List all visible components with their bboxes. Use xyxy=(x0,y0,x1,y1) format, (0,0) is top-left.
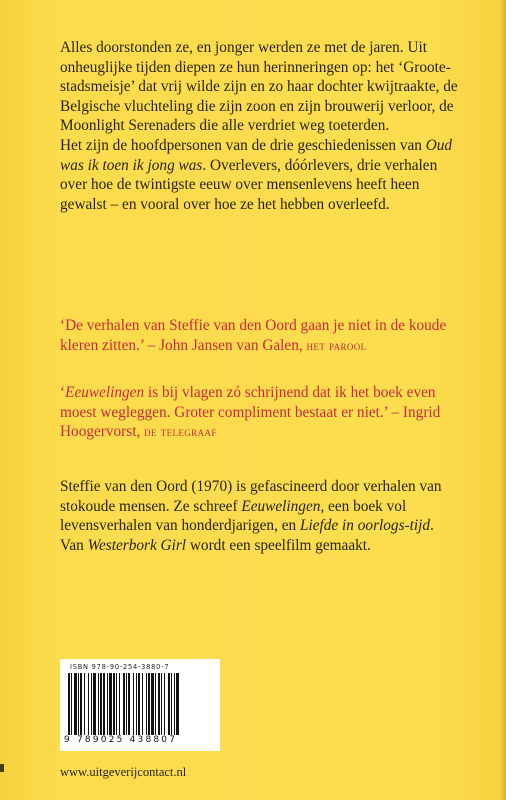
barcode-stripe xyxy=(71,673,72,735)
barcode-stripe xyxy=(88,673,89,735)
barcode-stripe xyxy=(142,673,143,735)
review-quote-1: ‘De verhalen van Steffie van den Oord gaan je niet in de koude kleren zitten.’ – John Jansen van Galen, het parool xyxy=(60,317,447,354)
cover-edge-shadow xyxy=(500,0,506,800)
barcode-stripe xyxy=(128,673,130,735)
barcode-stripe xyxy=(123,673,125,735)
author-bio: Steffie van den Oord (1970) is gefascineerd door verhalen van stokoude mensen. Ze schreef Eeuwelingen, een boek vol levensverhalen van honderdjarigen, en Liefde in oorlogs-tijd. Van Westerbork Girl wordt een speelfilm gemaakt. xyxy=(60,478,442,554)
barcode-stripe xyxy=(109,673,112,735)
review-quote-2: ‘Eeuwelingen is bij vlagen zó schrijnend dat ik het boek even moest wegleggen. Groter compliment bestaat er niet.’ – Ingrid Hoogervorst, de telegraaf xyxy=(60,384,441,441)
barcode-stripe xyxy=(148,673,150,735)
barcode-stripe xyxy=(78,673,79,735)
barcode-stripe xyxy=(91,673,92,735)
book-title: Oud was ik toen ik jong was xyxy=(60,136,453,174)
barcode-stripe xyxy=(74,673,77,735)
blurb-paragraph-2: Het zijn de hoofdpersonen van de drie geschiedenissen van Oud was ik toen ik jong was. Overlevers, dóórlevers, drie verhalen over hoe de twintigste eeuw over mensenlevens heeft heen gewalst – en vooral over hoe ze het hebben overleefd. xyxy=(60,136,453,213)
barcode-stripe xyxy=(93,673,96,735)
barcode-stripe xyxy=(176,673,179,735)
barcode-stripe xyxy=(136,673,137,735)
barcode-stripe xyxy=(80,673,82,735)
blurb xyxy=(60,38,460,214)
barcode-stripe xyxy=(84,673,85,735)
quote-source-parool: het parool xyxy=(306,337,367,353)
barcode-stripe xyxy=(146,673,147,735)
barcode-stripe xyxy=(100,673,102,735)
barcode-stripe xyxy=(168,673,170,735)
barcode-stripe xyxy=(68,673,70,735)
barcode xyxy=(60,659,220,751)
barcode-stripe xyxy=(103,673,105,735)
barcode-stripe xyxy=(119,673,120,735)
barcode-digits: 9 789025 438807 xyxy=(64,735,178,745)
isbn-label: ISBN 978-90-254-3880-7 xyxy=(70,663,170,671)
barcode-stripe xyxy=(161,673,162,735)
quoted-book-title: Eeuwelingen xyxy=(65,384,145,401)
barcode-stripe xyxy=(138,673,140,735)
spine-mark xyxy=(0,764,4,772)
blurb-paragraph-1: Alles doorstonden ze, en jonger werden ze met de jaren. Uit onheuglijke tijden diepen ze hun herinneringen op: het ‘Groote-stadsmeisje’ dat vrij wilde zijn en zo haar dochter kwijtraakte, de Belgische vluchteling die zijn zoon en zijn brouwerij verloor, de Moonlight Serenaders die alle verdriet weg toeterden. xyxy=(60,39,458,135)
barcode-bars xyxy=(68,673,212,735)
barcode-stripe xyxy=(107,673,108,735)
barcode-stripe xyxy=(113,673,115,735)
barcode-stripe xyxy=(98,673,99,735)
barcode-stripe xyxy=(164,673,165,735)
quote-source-telegraaf: de telegraaf xyxy=(144,424,217,440)
barcode-stripe xyxy=(133,673,134,735)
barcode-stripe xyxy=(174,673,175,735)
barcode-stripe xyxy=(126,673,127,735)
barcode-stripe xyxy=(171,673,172,735)
barcode-stripe xyxy=(151,673,154,735)
barcode-stripe xyxy=(155,673,156,735)
barcode-stripe xyxy=(158,673,160,735)
publisher-url: www.uitgeverijcontact.nl xyxy=(60,765,187,779)
barcode-stripe xyxy=(116,673,117,735)
